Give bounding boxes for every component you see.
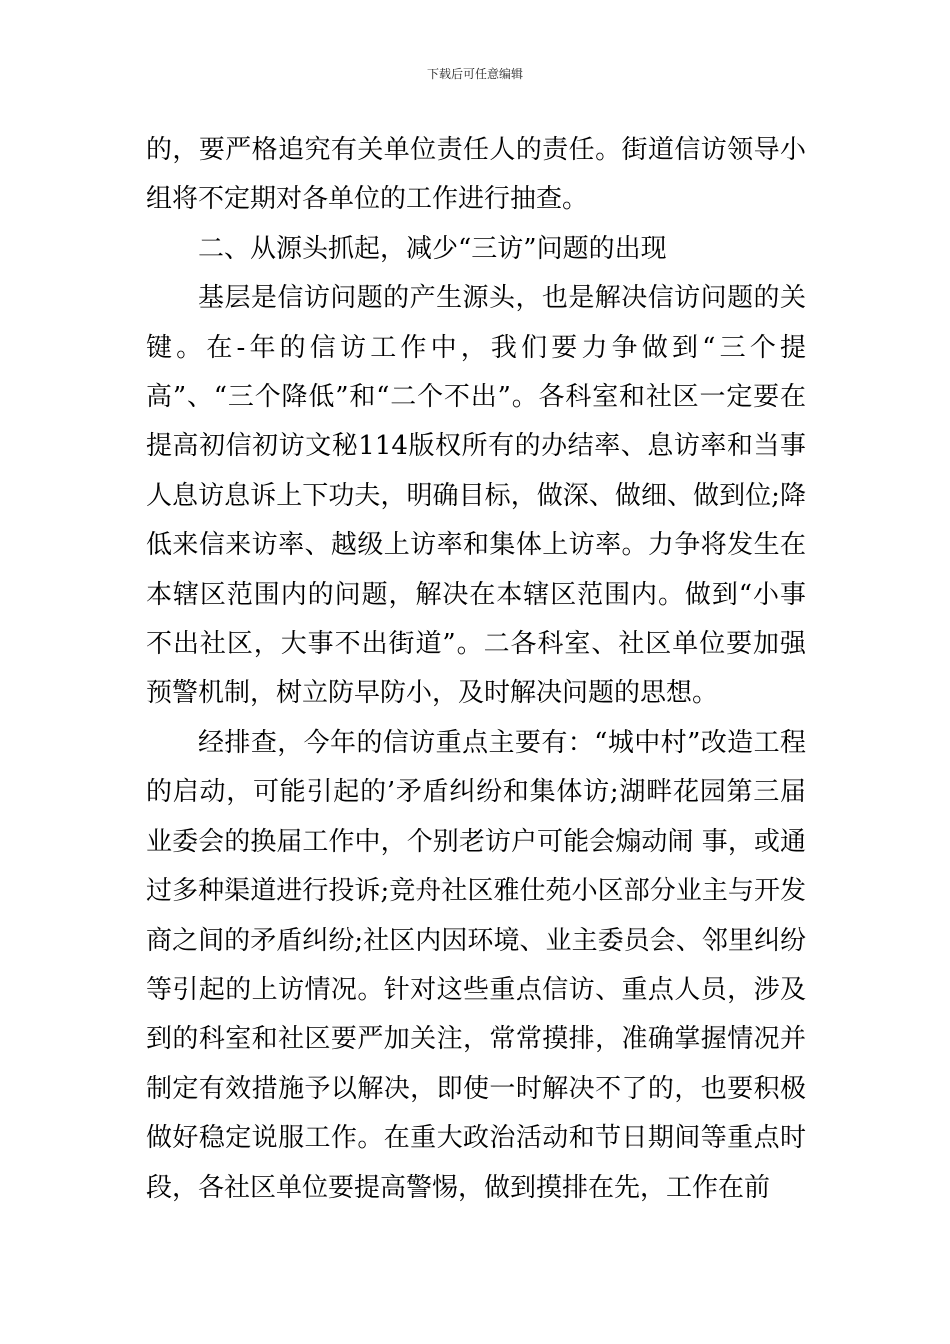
paragraph: 经排查，今年的信访重点主要有：“城中村”改造工程的启动，可能引起的’矛盾纠纷和集体访;湖畔花园第三届业委会的换届工作中，个别老访户可能会煽动闹 事，或通过多种渠道进行投诉;竞舟社区雅仕苑小区部分业主与开发商之间的矛盾纠纷;社区内因环境、业主委员会、邻里纠纷等引起的上访情况。针对这些重点信访、重点人员，涉及到的科室和社区要严加关注，常常摸排，准确掌握情况并制定有效措施予以解决，即使一时解决不了的，也要积极做好稳定说服工作。在重大政治活动和节日期间等重点时段，各社区单位要提高警惕，做到摸排在先，工作在前 [146, 727, 806, 1203]
section-heading: 二、从源头抓起，减少“三访”问题的出现 [198, 233, 667, 264]
paragraph: 的，要严格追究有关单位责任人的责任。街道信访领导小组将不定期对各单位的工作进行抽查。 [146, 135, 806, 215]
body-text [146, 126, 806, 1213]
header-note: 下载后可任意编辑 [426, 67, 523, 81]
paragraph: 基层是信访问题的产生源头，也是解决信访问题的关键。在-年的信访工作中，我们要力争做到“三个提高”、“三个降低”和“二个不出”。各科室和社区一定要在提高初信初访文秘114版权所有的办结率、息访率和当事人息访息诉上下功夫，明确目标，做深、做细、做到位;降低来信来访率、越级上访率和集体上访率。力争将发生在本辖区范围内的问题，解决在本辖区范围内。做到“小事不出社区，大事不出街道”。二各科室、社区单位要加强预警机制，树立防早防小，及时解决问题的思想。 [146, 283, 806, 709]
